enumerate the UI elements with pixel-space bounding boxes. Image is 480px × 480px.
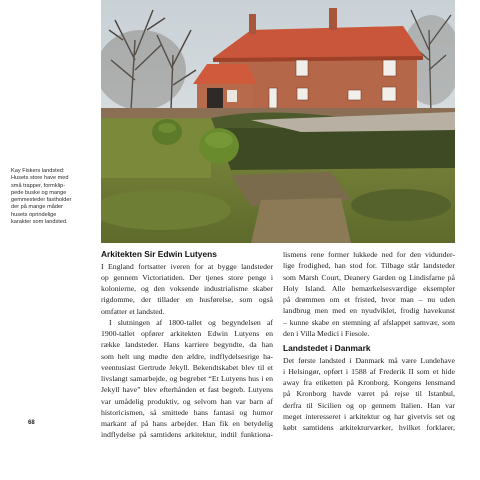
body-line: away fra etiketten på Kronborg. Kongens lensmand (283, 378, 455, 387)
body-line: den i Villa Medici i Fiesole. (283, 328, 370, 338)
body-line: rigdomme, der tillader en husførelse, som også (101, 295, 273, 305)
caption-line: Kay Fiskers landsted: (11, 168, 65, 174)
body-line: var umådelig produktiv, og selvom han var barn af (101, 396, 273, 406)
body-line: som Marsh Court, Deanery Garden og Lindisfarne på (283, 272, 455, 282)
body-line: – kunne skabe en stemning af afslappet samvær, som (283, 317, 455, 327)
body-line: i Helsingør, opført i 1588 af Frederik II som et hide (283, 366, 455, 376)
body-line: meget interesseret i arkitektur og har givetvis set og (283, 411, 455, 421)
body-line: markant af på hans arbejder. Han fik en betydelig (101, 419, 273, 428)
house-photo-illustration (101, 0, 455, 243)
page-number: 68 (28, 420, 35, 426)
body-line: på drømmen om et fristed, hvor man – nu uden (283, 295, 455, 304)
body-line: livslangt samarbejde, og begrebet “Et Lutyens hus i en (101, 374, 273, 383)
body-line: som helt ung mødte den ældre, indflydelsesrige ha- (101, 351, 273, 361)
caption-line: karakter som landsted. (11, 219, 68, 226)
body-line: Jekyll have” blev efterhånden et fast begreb. Lutyens (101, 385, 273, 395)
photo-caption (11, 168, 95, 226)
body-line: historicismen, så smittede hans fantasi og humor (101, 407, 273, 417)
caption-line: husets oprindelige (11, 211, 57, 218)
section-heading-lutyens: Arkitekten Sir Edwin Lutyens (101, 249, 217, 259)
left-text-column (101, 249, 273, 441)
body-line: derfra til Sicilien og op gennem Italien. Han var (283, 400, 455, 410)
body-line: op gennem Victoriatiden. Der tjenes store penge i (101, 272, 273, 282)
body-line: købt samtidens arkitekturværker, hvilket forklarer, (283, 423, 455, 432)
right-text-column (283, 249, 455, 433)
body-line: landbrug men med en nyudviklet, frodig havekunst (283, 306, 455, 316)
body-line: veentusiast Gertrude Jekyll. Bekendtskabet blev til et (101, 362, 273, 372)
caption-line: små trapper, formklip- (11, 182, 66, 189)
body-line: indflydelse på samtidens arkitektur, indtil funktiona- (101, 430, 273, 440)
body-line: på Kronborg havde været på rejse til Istanbul, (283, 389, 455, 399)
caption-line: der på mange måder (11, 204, 63, 211)
body-line: 1900-tallet opfører arkitekten Edwin Lutyens en (101, 329, 273, 338)
body-line: Det første landsted i Danmark må være Lundehave (283, 355, 455, 365)
body-line: omfatter et landsted. (101, 306, 165, 316)
caption-line: Husets store have med (11, 175, 69, 182)
house-photo (101, 0, 455, 243)
body-line: række landsteder. Hans karriere begyndte, da han (101, 340, 273, 350)
caption-line: pede buske og mange (11, 189, 67, 196)
body-line: I England fortsatter iveren for at bygge landsteder (101, 261, 273, 271)
body-line: lismens rene former lukkede ned for den vidunder- (283, 250, 455, 259)
caption-line: gemmesteder fastholder (11, 197, 72, 204)
section-heading-denmark: Landstedet i Danmark (283, 343, 371, 353)
body-line: lige frodighed, han stod for. Tilbage står landsteder (283, 261, 455, 271)
body-line: I slutningen af 1800-tallet og begyndelsen af (109, 317, 273, 327)
body-line: Holy Island. Alle bemærkelsesværdige eksempler (283, 283, 455, 293)
body-line: kolonierne, og den voksende industrialisme skaber (101, 284, 273, 293)
